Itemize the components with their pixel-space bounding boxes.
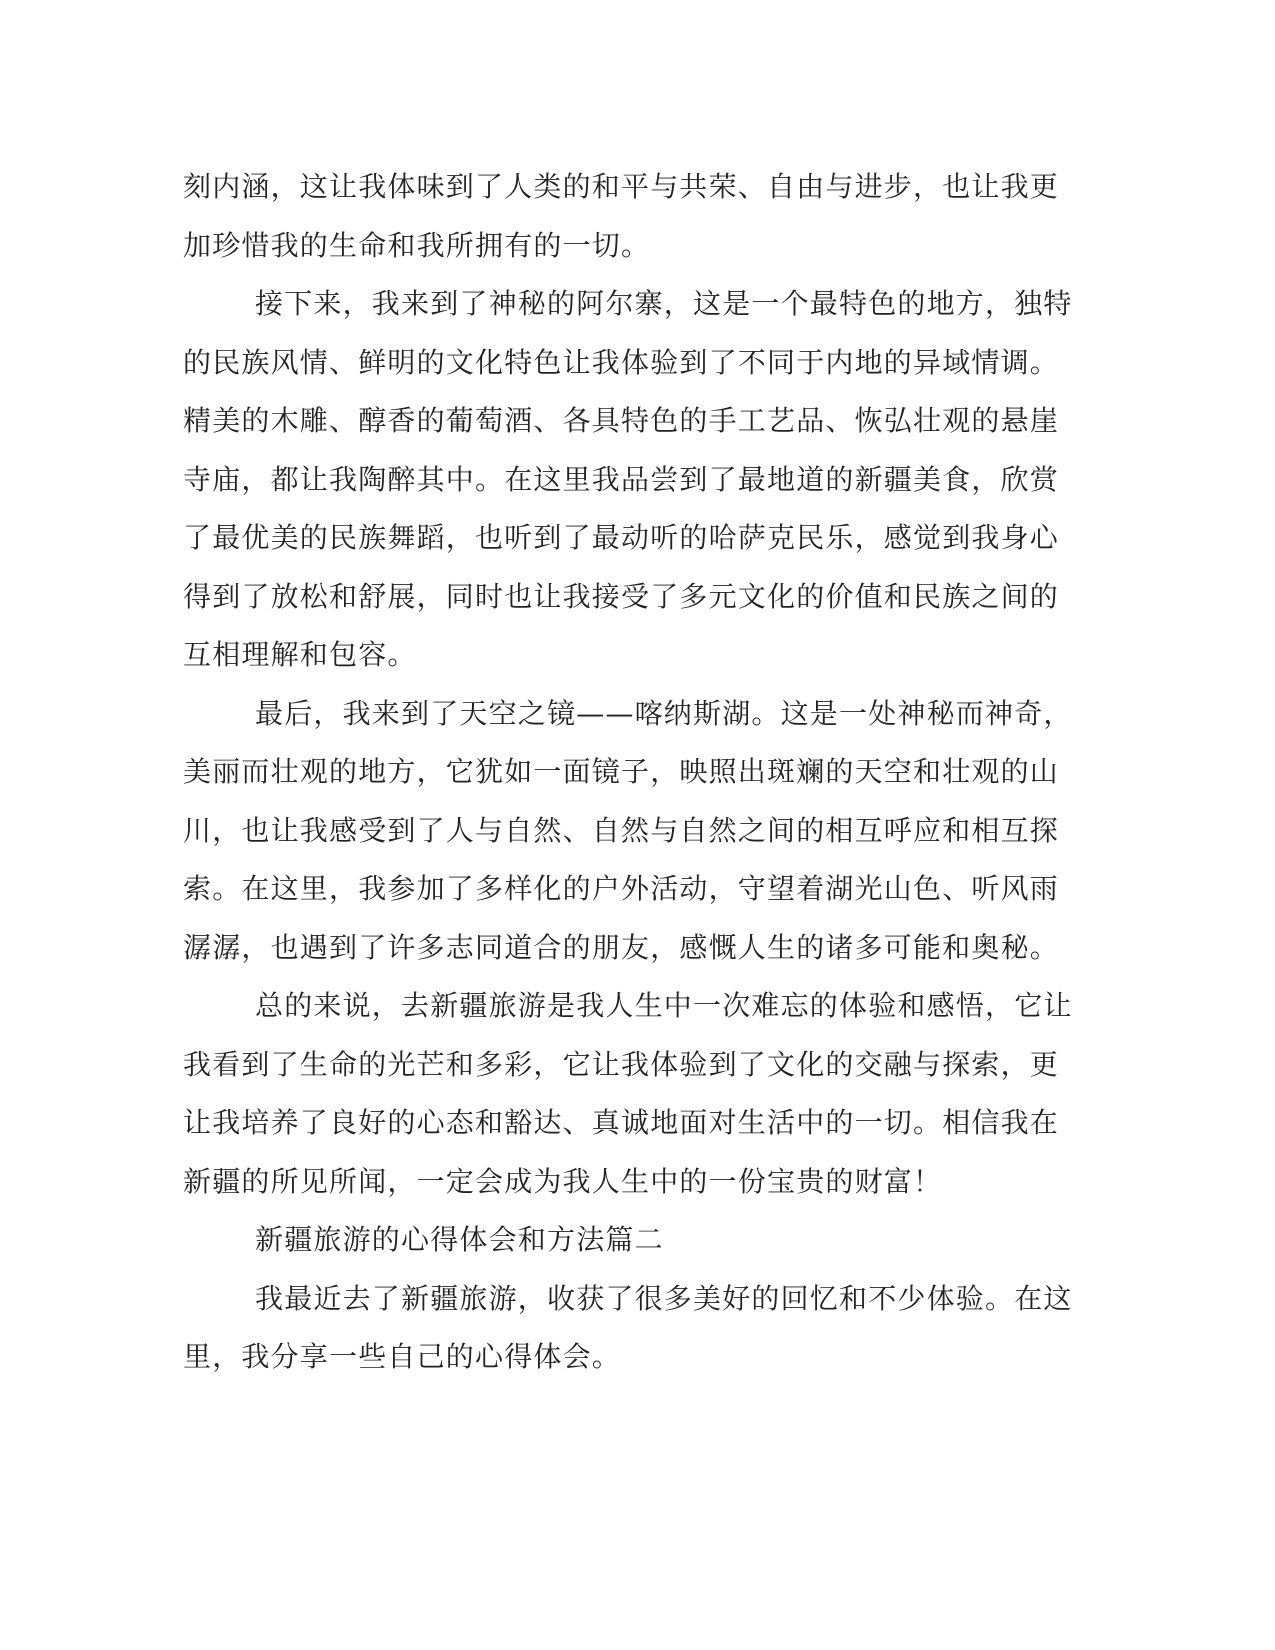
section-heading: 新疆旅游的心得体会和方法篇二 [255, 1223, 664, 1256]
text-line: 我看到了生命的光芒和多彩，它让我体验到了文化的交融与探索，更 [183, 1047, 1060, 1081]
paragraph-start-line: 我最近去了新疆旅游，收获了很多美好的回忆和不少体验。在这 [255, 1281, 1073, 1315]
text-line: 索。在这里，我参加了多样化的户外活动，守望着湖光山色、听风雨 [183, 872, 1060, 905]
text-line: 里，我分享一些自己的心得体会。 [183, 1340, 622, 1373]
text-line: 新疆的所见所闻，一定会成为我人生中的一份宝贵的财富！ [183, 1164, 943, 1198]
text-line: 的民族风情、鲜明的文化特色让我体验到了不同于内地的异域情调。 [183, 345, 1060, 379]
text-line: 得到了放松和舒展，同时也让我接受了多元文化的价值和民族之间的 [183, 579, 1060, 613]
document-body [183, 158, 1073, 1387]
text-line: 让我培养了良好的心态和豁达、真诚地面对生活中的一切。相信我在 [183, 1106, 1060, 1139]
text-line: 互相理解和包容。 [183, 638, 417, 671]
text-line: 潺潺，也遇到了许多志同道合的朋友，感慨人生的诸多可能和奥秘。 [183, 930, 1060, 964]
text-line: 美丽而壮观的地方，它犹如一面镜子，映照出斑斓的天空和壮观的山 [183, 755, 1060, 788]
text-line: 加珍惜我的生命和我所拥有的一切。 [183, 228, 651, 262]
paragraph-start-line: 接下来，我来到了神秘的阿尔寨，这是一个最特色的地方，独特 [255, 287, 1073, 320]
text-line: 了最优美的民族舞蹈，也听到了最动听的哈萨克民乐，感觉到我身心 [183, 521, 1060, 554]
text-line: 川，也让我感受到了人与自然、自然与自然之间的相互呼应和相互探 [183, 813, 1060, 847]
paragraph-start-line: 总的来说，去新疆旅游是我人生中一次难忘的体验和感悟，它让 [255, 989, 1073, 1022]
paragraph-start-line: 最后，我来到了天空之镜——喀纳斯湖。这是一处神秘而神奇， [255, 696, 1073, 730]
text-line: 寺庙，都让我陶醉其中。在这里我品尝到了最地道的新疆美食，欣赏 [183, 462, 1060, 496]
text-line: 刻内涵，这让我体味到了人类的和平与共荣、自由与进步，也让我更 [183, 170, 1060, 203]
text-line: 精美的木雕、醇香的葡萄酒、各具特色的手工艺品、恢弘壮观的悬崖 [183, 404, 1060, 437]
